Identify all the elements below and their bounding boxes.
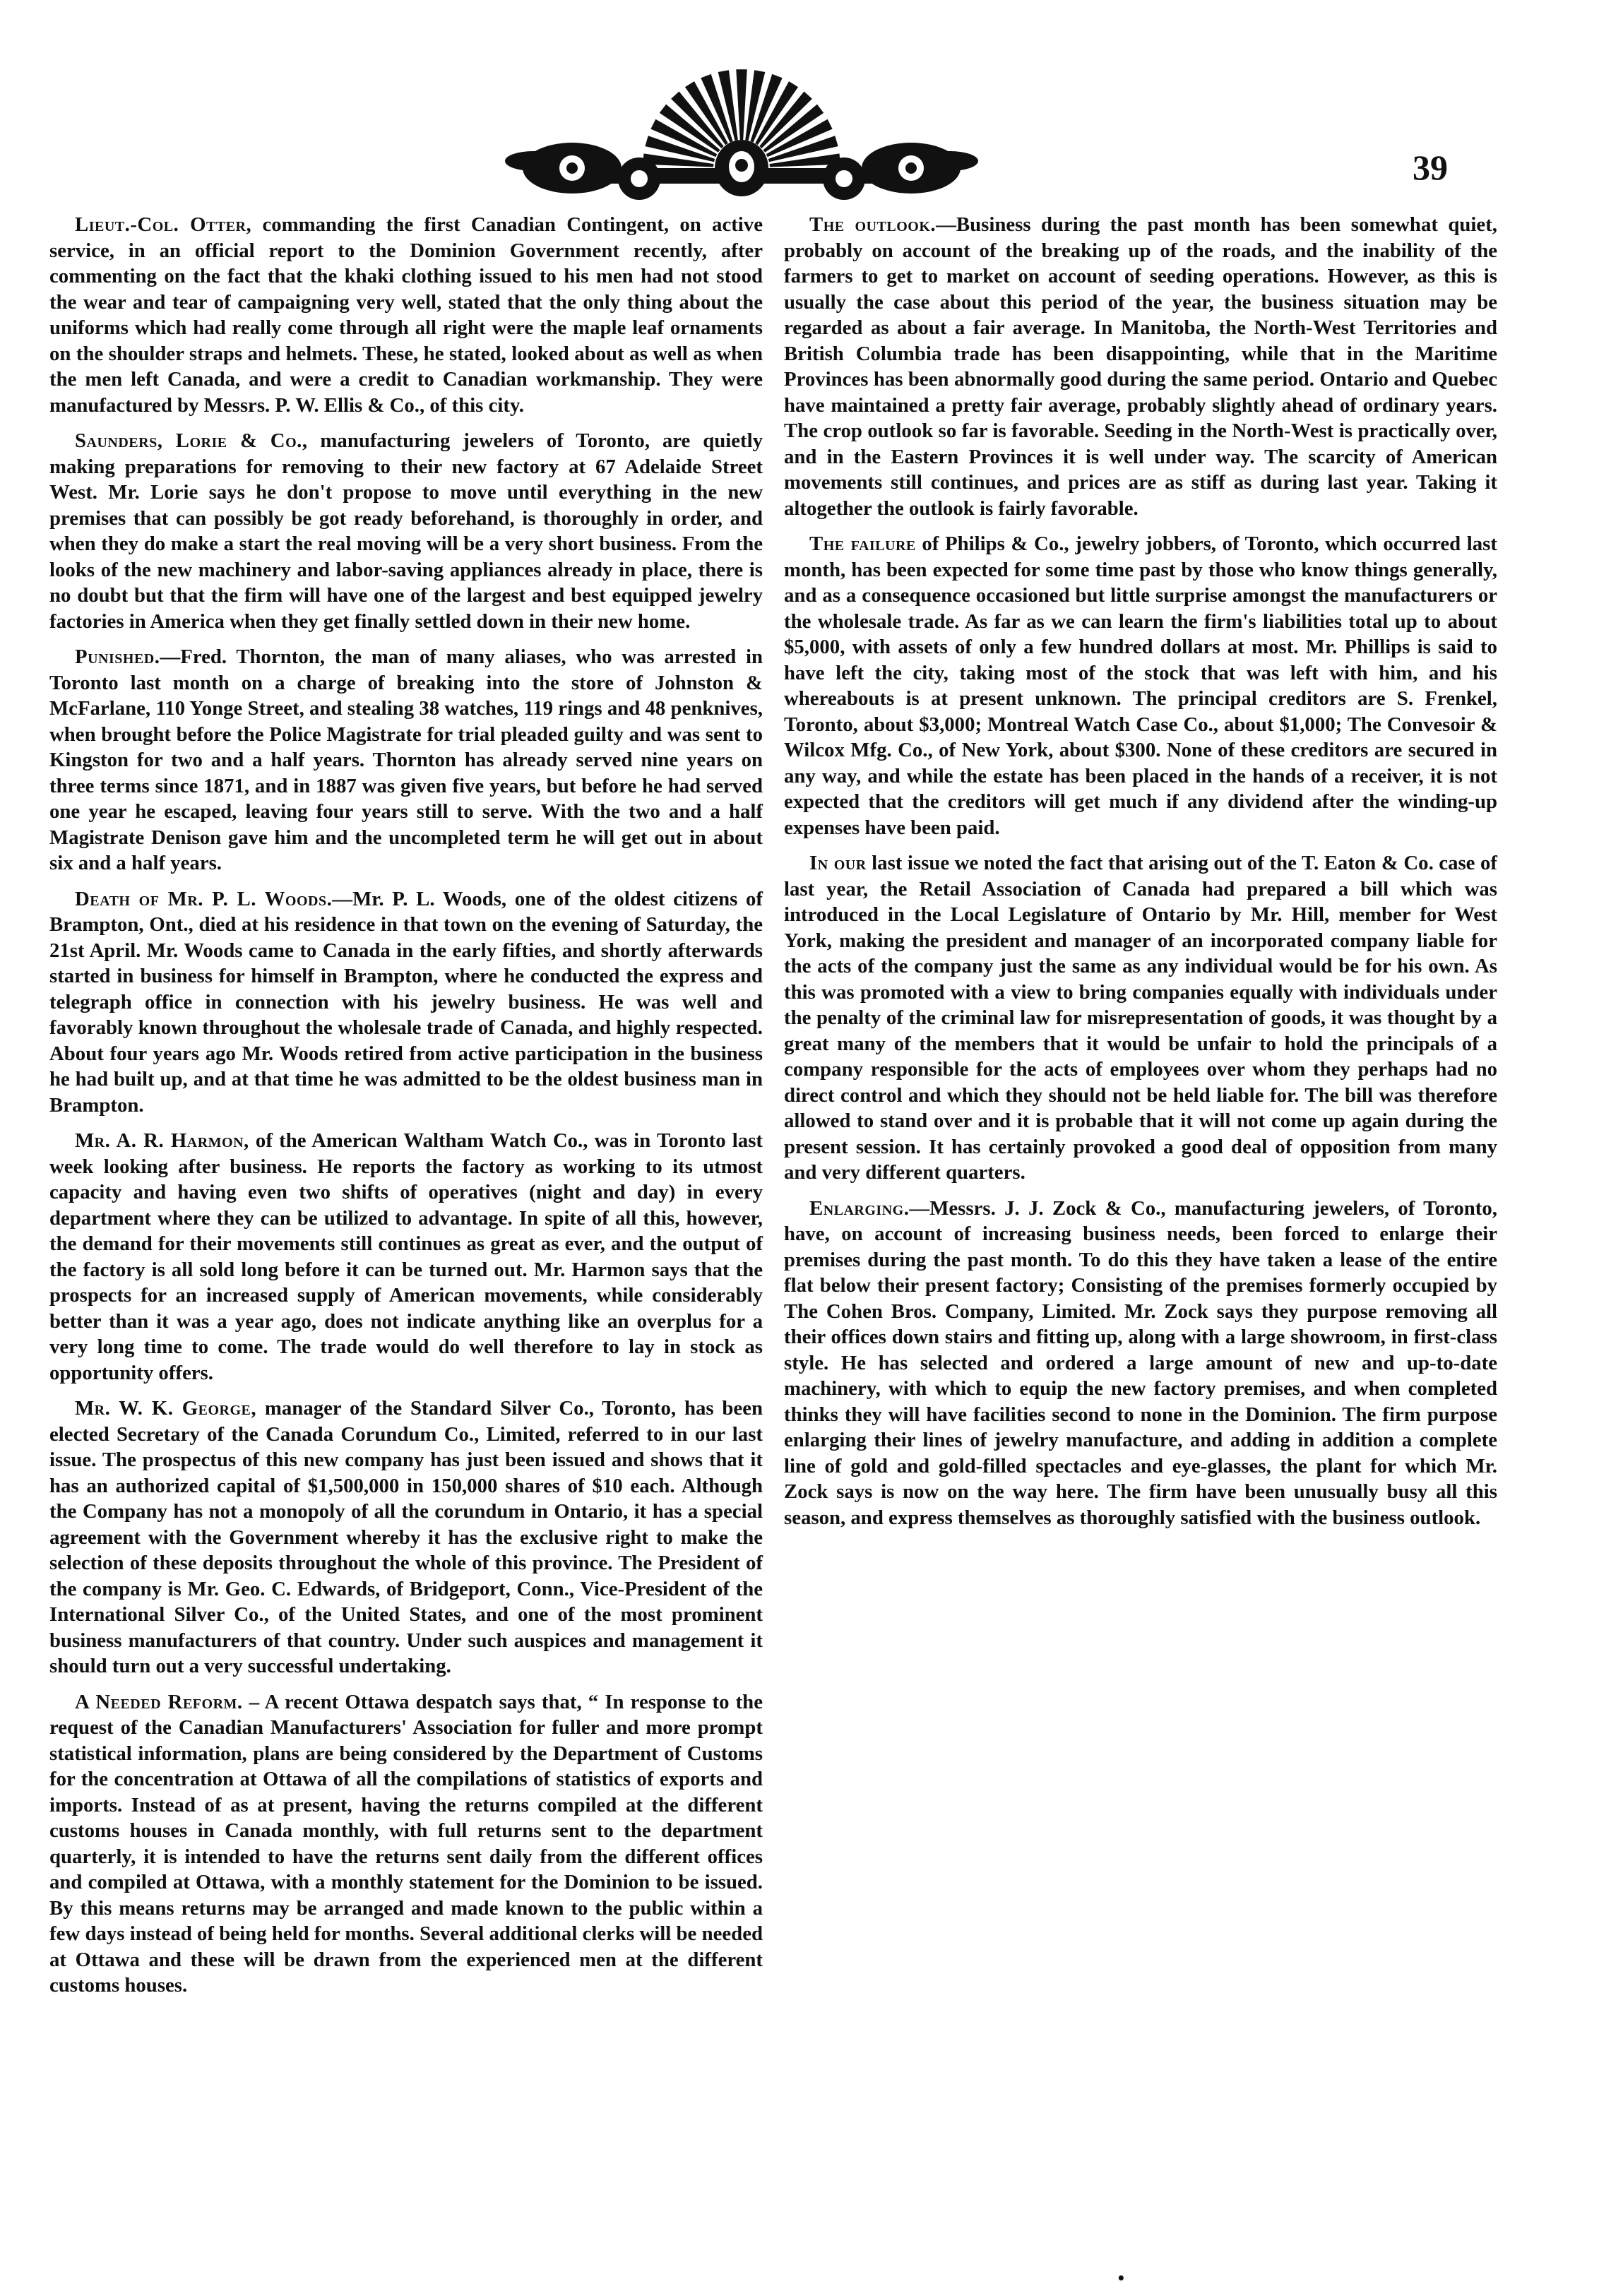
right-column xyxy=(784,212,1497,1540)
article-body: of Philips & Co., jewelry jobbers, of Toronto, which occurred last month, has been expected for some time past by those who know things generally, and as a consequence occasioned but little surprise amongst the manufacturers or the wholesale trade. As far as we can learn the firm's liabilities total up to about $5,000, with assets of only a few hundred dollars at most. Mr. Phillips is said to have left the city, taking most of the stock that was left with him, and his whereabouts is at present unknown. The principal creditors are S. Frenkel, Toronto, about $3,000; Montreal Watch Case Co., about $1,000; The Convesoir & Wilcox Mfg. Co., of New York, about $300. None of these creditors are secured in any way, and while the estate has been placed in the hands of a receiver, it is not expected that the creditors will get much if any dividend after the winding-up expenses have been paid. xyxy=(784,533,1497,839)
article-lead: A Needed Reform. xyxy=(75,1690,243,1713)
sunburst-ray xyxy=(736,69,747,140)
article-punished xyxy=(49,644,763,876)
article-lead: Punished. xyxy=(75,646,160,668)
article-otter-uniforms xyxy=(49,212,763,418)
article-lead: Mr. A. R. Harmon, xyxy=(75,1129,249,1152)
article-body: —Business during the past month has been somewhat quiet, probably on account of the breaking up of the roads, and the inability of the farmers to get to market on account of seeding operations. However, as this is usually the case about this period of the year, the business situation may be regarded as about a fair average. In Manitoba, the North-West Territories and British Columbia trade has been disappointing, while that in the Maritime Provinces has been abnormally good during the same period. Ontario and Quebec have maintained a pretty fair average, probably slightly ahead of ordinary years. The crop outlook so far is favorable. Seeding in the North-West is practically over, and in the Eastern Provinces it is well under way. The scarcity of American movements still continues, and prices are as stiff as during last year. Taking it altogether the outlook is fairly favorable. xyxy=(784,213,1497,520)
article-body: manager of the Standard Silver Co., Toronto, has been elected Secretary of the Canada Corundum Co., Limited, referred to in our last issue. The prospectus of this new company has just been issued and shows that it has an authorized capital of $1,500,000 in 150,000 shares of $10 each. Although the Company has not a monopoly of all the corundum in Ontario, it has a special agreement with the Government whereby it has the exclusive right to make the selection of these deposits throughout the whole of this province. The President of the company is Mr. Geo. C. Edwards, of Bridgeport, Conn., Vice-President of the International Silver Co., of the United States, and one of the most prominent business manufacturers of that country. Under such auspices and management it should turn out a very successful undertaking. xyxy=(49,1397,763,1677)
article-harmon-waltham xyxy=(49,1128,763,1386)
article-lead: Saunders, Lorie & Co., xyxy=(75,429,308,452)
article-saunders-lorie xyxy=(49,428,763,634)
article-lead: Death of Mr. P. L. Woods. xyxy=(75,887,333,910)
page-number: 39 xyxy=(1413,148,1448,187)
article-failure-philips xyxy=(784,531,1497,840)
article-body: commanding the first Canadian Contingent, on active service, in an official report to the Dominion Government recently, after commenting on the fact that the khaki clothing issued to his men had not stood the wear and tear of campaigning very well, stated that the only thing about the uniforms which had really come through all right were the maple leaf ornaments on the shoulder straps and helmets. These, he stated, looked about as well as when the men left Canada, and were a credit to Canadian workmanship. They were manufactured by Messrs. P. W. Ellis & Co., of this city. xyxy=(49,213,763,417)
article-lead: The outlook. xyxy=(809,213,937,236)
article-body: —Messrs. J. J. Zock & Co., manufacturing jewelers, of Toronto, have, on account of increasing business needs, been forced to enlarge their premises during the past month. To do this they have taken a lease of the entire flat below their present factory; Consisting of the premises formerly occupied by The Cohen Bros. Company, Limited. Mr. Zock says they purpose removing all their offices down stairs and fitting up, along with a large showroom, in first-class style. He has selected and ordered a large amount of new and up-to-date machinery, with which to equip the new factory premises, and when completed thinks they will have facilities second to none in the Dominion. The firm purpose enlarging their lines of jewelry manufacture, and adding in addition a complete line of gold and gold-filled spectacles and eye-glasses, the plant for which Mr. Zock says is now on the way here. The firm have been unusually busy all this season, and express themselves as thoroughly satisfied with the business outlook. xyxy=(784,1196,1497,1529)
article-body: last issue we noted the fact that arising out of the T. Eaton & Co. case of last year, the Retail Association of Canada had prepared a bill which was introduced in the Local Legislature of Ontario by Mr. Hill, member for West York, making the president and manager of an incorporated company liable for the acts of the company just the same as any individual would be for his own. As this was promoted with a view to bring companies equally with individuals under the penalty of the criminal law for misrepresentation of goods, it was thought by a great many of the members that it would be unfair to hold the principals of a company responsible for the acts of employees over whom they perhaps had no direct control and which they should not be held liable for. The bill was therefore allowed to stand over and it is probable that it will not come up again during the present session. It has certainly provoked a good deal of opposition from many and very different quarters. xyxy=(784,852,1497,1184)
article-needed-reform xyxy=(49,1689,763,1999)
article-lead: Lieut.-Col. Otter, xyxy=(75,213,252,236)
article-lead: In our xyxy=(809,852,867,874)
article-enlarging-zock xyxy=(784,1196,1497,1531)
article-body: of the American Waltham Watch Co., was in Toronto last week looking after business. He reports the factory as working to its utmost capacity and having even two shifts of operatives (night and day) in every department where they can be utilized to advantage. In spite of all this, however, the demand for their movements still continues as great as ever, and the output of the factory is all sold long before it can be turned out. Mr. Harmon says that the prospects for an increased supply of American movements, while considerably better than it was a year ago, does not indicate anything like an overplus for a very long time to come. The trade would do well therefore to lay in stock as opportunity offers. xyxy=(49,1129,763,1384)
article-lead: Mr. W. K. George, xyxy=(75,1397,257,1420)
article-george-corundum xyxy=(49,1396,763,1679)
article-lead: Enlarging. xyxy=(809,1196,910,1220)
print-speck: · xyxy=(1116,2261,1126,2295)
article-death-woods xyxy=(49,886,763,1119)
article-body: manufacturing jewelers of Toronto, are quietly making preparations for removing to their new factory at 67 Adelaide Street West. Mr. Lorie says he don't propose to move until everything in the new premises that can possibly be got ready beforehand, is thoroughly in order, and when they do make a start the real moving will be a very short business. From the looks of the new machinery and labor-saving appliances already in place, there is no doubt but that the firm will have one of the largest and best equipped jewelry factories in America when they get finally settled down in their new home. xyxy=(49,429,763,633)
article-body: —Mr. P. L. Woods, one of the oldest citizens of Brampton, Ont., died at his residence in that town on the evening of Saturday, the 21st April. Mr. Woods came to Canada in the early fifties, and shortly afterwards started in business for himself in Brampton, where he conducted the express and telegraph office in connection with his jewelry business. He was well and favorably known throughout the wholesale trade of Canada, and highly respected. About four years ago Mr. Woods retired from active participation in the business he had built up, and at that time he was admitted to be the oldest business man in Brampton. xyxy=(49,887,763,1117)
article-body: —Fred. Thornton, the man of many aliases, who was arrested in Toronto last month on a charge of breaking into the store of Johnston & McFarlane, 110 Yonge Street, and stealing 38 watches, 119 rings and 48 penknives, when brought before the Police Magistrate for trial pleaded guilty and was sent to Kingston for two and a half years. Thornton has already served nine years on three terms since 1871, and in 1887 was given five years, but before he had served one year he escaped, leaving four years still to serve. With the two and a half Magistrate Denison gave him and the uncompleted term he will get out in about six and a half years. xyxy=(49,646,763,874)
article-lead: The failure xyxy=(809,533,916,555)
article-outlook xyxy=(784,212,1497,521)
left-column xyxy=(49,212,763,2009)
sunburst-floral-ornament-icon xyxy=(494,62,989,203)
article-body: – A recent Ottawa despatch says that, “ In response to the request of the Canadian Manufacturers' Association for fuller and more prompt statistical information, plans are being considered by the Department of Customs for the concentration at Ottawa of all the compilations of statistics of exports and imports. Instead of as at present, having the returns compiled at the different customs houses in Canada monthly, with full returns sent to the department quarterly, it is intended to have the returns sent daily from the different offices and compiled at Ottawa, with a monthly statement for the Dominion to be issued. By this means returns may be arranged and made known to the public within a few days instead of being held for months. Several additional clerks will be needed at Ottawa and these will be drawn from the experienced men at the different customs houses. xyxy=(49,1690,763,1997)
article-retail-association-bill xyxy=(784,850,1497,1186)
